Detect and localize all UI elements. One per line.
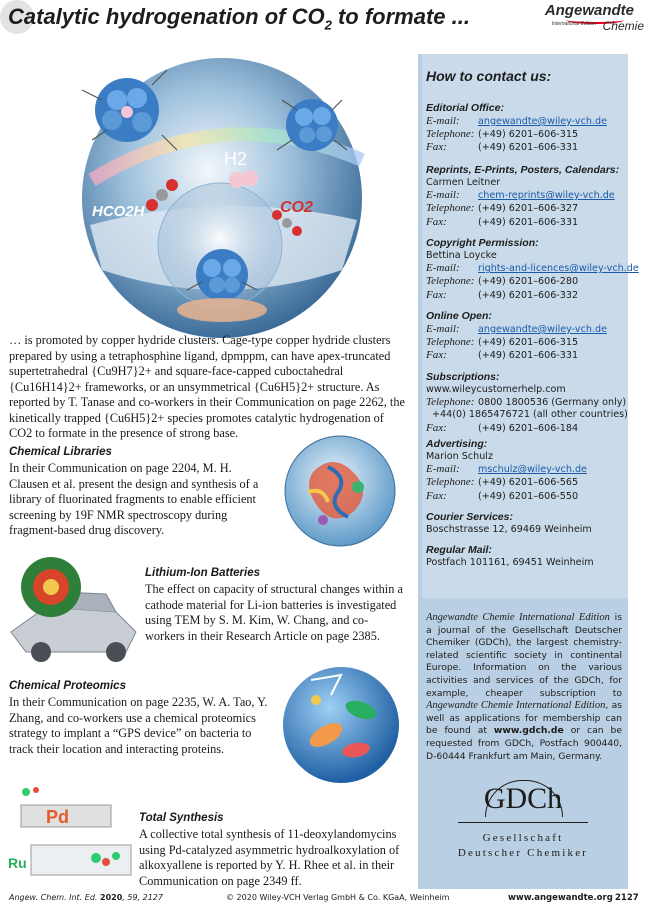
telephone-label: Telephone: [426, 336, 475, 349]
article-heading-chemical-libraries: Chemical Libraries [9, 446, 112, 458]
fax-label: Fax: [426, 215, 447, 228]
telephone-label: Telephone: [426, 128, 475, 141]
online-telephone: (+49) 6201–606-315 [478, 337, 579, 349]
hco2h-label: HCO2H [92, 203, 145, 220]
editorial-telephone: (+49) 6201–606-315 [478, 129, 579, 141]
footer-citation: Angew. Chem. Int. Ed. 2020, 59, 2127 [9, 893, 163, 902]
advertising-contact-name: Marion Schulz [426, 451, 493, 462]
fax-label: Fax: [426, 141, 447, 154]
lead-paragraph: … is promoted by copper hydride clusters. Cage-type copper hydride clusters prepared by using a tetraphosphine ligand, dpmppm, can have apex-truncated supertetrahedral {Cu9H7}2+ and square-face-capped cuboctahedral {Cu16H14}2+ frameworks, or an unsymmetrical {Cu6H5}2+ structure. As reported by T. Tanase and co-workers in their Communication on page 2262, the kinetically trapped {Cu6H5}2+ species promotes catalytic hydrogenation of CO2 to formate in the presence of strong base. [9, 333, 405, 440]
section-title: Editorial Office: [426, 102, 504, 114]
regular-mail-address: Postfach 101161, 69451 Weinheim [426, 557, 594, 568]
subscriptions-section [426, 371, 630, 435]
article-text-total-synthesis: A collective total synthesis of 11-deoxylandomycins using Pd-catalyzed asymmetric hydroalkoxylation of alkoxyallene is reported by Y. H. Rhee et al. in their Communication on page 2349 ff. [139, 827, 400, 888]
online-email-link[interactable]: angewandte@wiley-vch.de [478, 324, 607, 335]
courier-address: Boschstrasse 12, 69469 Weinheim [426, 524, 592, 535]
section-title: Courier Services: [426, 511, 513, 523]
copyright-contact-name: Bettina Loycke [426, 250, 497, 261]
gdch-logo-line1: Gesellschaft [482, 832, 564, 844]
footer-copyright: © 2020 Wiley-VCH Verlag GmbH & Co. KGaA, Weinheim [226, 893, 450, 902]
subscriptions-telephone-other: +44(0) 1865476721 (all other countries) [432, 409, 628, 421]
section-title: Advertising: [426, 438, 488, 450]
courier-section [426, 511, 630, 536]
cover-image [62, 40, 382, 340]
contact-title: How to contact us: [426, 68, 552, 84]
sidebar [418, 54, 639, 889]
chemical-proteomics-image [276, 665, 406, 785]
email-label: E-mail: [426, 115, 460, 127]
logo-line-3: Chemie [602, 19, 644, 33]
co2-label: CO2 [280, 199, 313, 216]
section-title: Regular Mail: [426, 544, 492, 556]
email-label: E-mail: [426, 189, 460, 202]
article-heading-lithium-ion-batteries: Lithium-Ion Batteries [145, 567, 261, 579]
copyright-telephone: (+49) 6201–606-280 [478, 276, 579, 288]
ts-ru-label: Ru [8, 855, 27, 871]
telephone-label: Telephone: [426, 275, 475, 288]
logo-line-1: Angewandte [544, 2, 634, 19]
copyright-fax: (+49) 6201–606-332 [478, 289, 579, 301]
subscriptions-fax: (+49) 6201–606-184 [478, 422, 579, 434]
telephone-label: Telephone: [426, 476, 475, 489]
online-open-section [426, 310, 630, 363]
gdch-logo [448, 780, 598, 884]
telephone-label: Telephone: [426, 396, 475, 409]
article-heading-chemical-proteomics: Chemical Proteomics [9, 680, 126, 692]
advertising-section [426, 438, 630, 503]
contact-panel [422, 54, 639, 598]
article-text-chemical-proteomics: In their Communication on page 2235, W. A. Tao, Y. Zhang, and co-workers use a chemical proteomics strategy to implant a “GPS device” on bacteria to track their location and interacting proteins. [9, 695, 268, 756]
cover-hand [177, 298, 267, 322]
online-fax: (+49) 6201–606-331 [478, 350, 579, 362]
email-label: E-mail: [426, 262, 460, 275]
advertising-email-link[interactable]: mschulz@wiley-vch.de [478, 464, 587, 476]
gdch-logo-rule [458, 822, 588, 823]
fax-label: Fax: [426, 349, 447, 362]
fax-label: Fax: [426, 421, 447, 434]
email-label: E-mail: [426, 463, 460, 476]
h2-label: H2 [224, 149, 248, 169]
advertising-fax: (+49) 6201–606-550 [478, 490, 579, 502]
section-title: Online Open: [426, 310, 492, 322]
reprints-contact-name: Carmen Leitner [426, 177, 501, 188]
section-title: Reprints, E-Prints, Posters, Calendars: [426, 164, 620, 176]
article-text-chemical-libraries: In their Communication on page 2204, M. H. Clausen et al. present the design and synthesis of a library of fluorinated fragments to enable efficient screening by 19F NMR spectroscopy during fragment-based drug discovery. [9, 461, 259, 537]
telephone-label: Telephone: [426, 202, 475, 215]
reprints-email-link[interactable]: chem-reprints@wiley-vch.de [478, 190, 615, 202]
about-gdch-text: Angewandte Chemie International Edition is a journal of the Gesellschaft Deutscher Chemiker (GDCh), the largest chemistry-related scientific society in continental Europe. Information on the various activities and services of the GDCh, for example, cheaper subscription to Angewandte Chemie International Edition, as well as applications for membership can be found at www.gdch.de or can be requested from GDCh, Postfach 900440, D-60444 Frankfurt am Main, Germany. [426, 612, 622, 762]
logo-line-2: International Edition [551, 21, 596, 27]
reprints-telephone: (+49) 6201–606-327 [478, 203, 579, 215]
copyright-email-link[interactable]: rights-and-licences@wiley-vch.de [478, 263, 639, 275]
angewandte-logo [544, 2, 644, 42]
section-title: Subscriptions: [426, 371, 500, 383]
editorial-email-link[interactable]: angewandte@wiley-vch.de [478, 116, 607, 127]
article-text-lithium-ion-batteries: The effect on capacity of structural changes within a cathode material for Li-ion batteries is investigated using TEM by S. M. Kim, W. Chang, and co-workers in their Research Article on page 2385. [145, 582, 403, 643]
reprints-section [426, 164, 630, 229]
page-title: Catalytic hydrogenation of $CO_2$ to formate ... [8, 4, 470, 33]
editorial-fax: (+49) 6201–606-331 [478, 142, 579, 154]
journal-name-2: Angewandte Chemie International Edition [426, 700, 606, 712]
ts-pd-label: Pd [46, 807, 70, 827]
total-synthesis-image [6, 780, 138, 885]
footer-url[interactable]: www.angewandte.org [508, 893, 613, 903]
subscriptions-telephone-germany: 0800 1800536 (Germany only) [478, 397, 627, 409]
copyright-section [426, 237, 639, 302]
fax-label: Fax: [426, 288, 447, 301]
footer-page-number: 2127 [615, 893, 639, 903]
reprints-fax: (+49) 6201–606-331 [478, 216, 579, 228]
regular-mail-section [426, 544, 630, 569]
article-heading-total-synthesis: Total Synthesis [139, 812, 224, 824]
lithium-ion-batteries-image [6, 552, 141, 662]
email-label: E-mail: [426, 323, 460, 335]
gdch-logo-word: GDCh [483, 782, 563, 815]
chemical-libraries-image [278, 432, 403, 550]
editorial-office-section [426, 102, 630, 155]
section-title: Copyright Permission: [426, 237, 539, 249]
subscriptions-url: www.wileycustomerhelp.com [426, 384, 566, 395]
gdch-logo-line2: Deutscher Chemiker [457, 847, 589, 859]
gdch-url[interactable]: www.gdch.de [493, 725, 564, 737]
advertising-telephone: (+49) 6201–606-565 [478, 477, 579, 489]
fax-label: Fax: [426, 489, 447, 502]
journal-name: Angewandte Chemie International Edition [426, 612, 610, 623]
